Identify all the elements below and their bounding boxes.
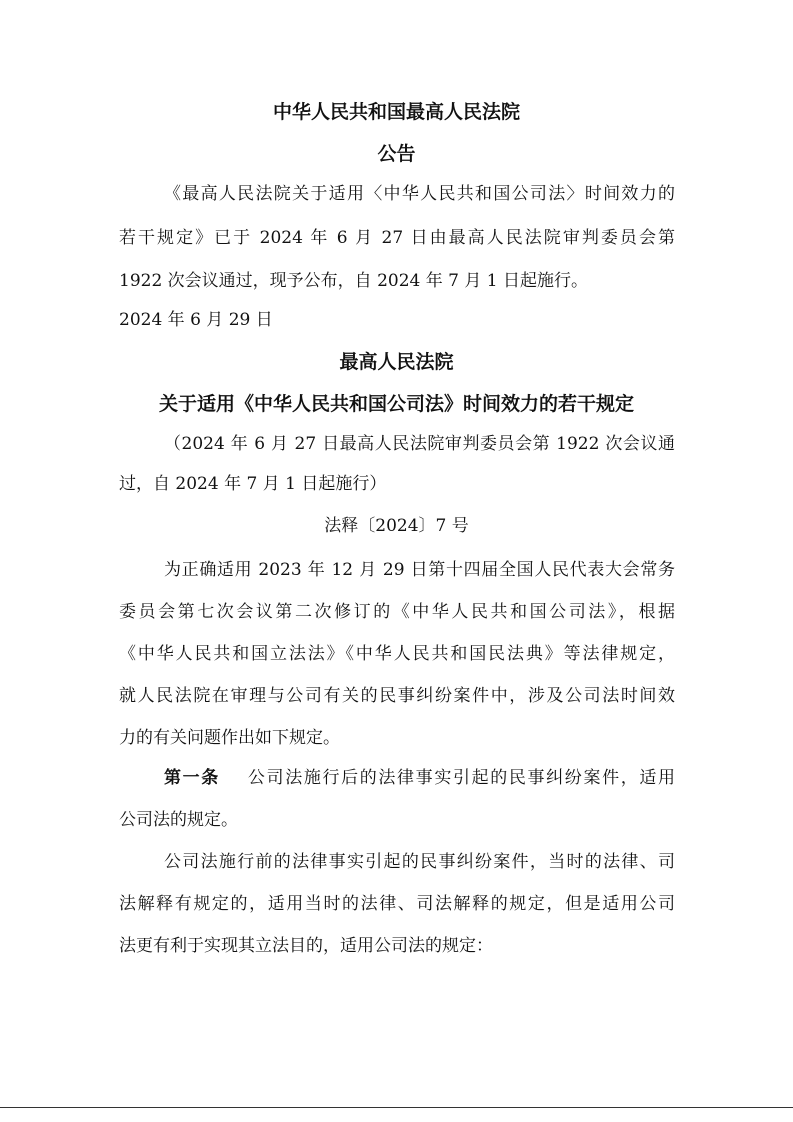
adoption-line: （2024 年 6 月 27 日最高人民法院审判委员会第 1922 次会议通 bbox=[164, 434, 675, 454]
preamble-line: 委员会第七次会议第二次修订的《中华人民共和国公司法》，根据 bbox=[119, 602, 675, 622]
article-1-para2-line: 公司法施行前的法律事实引起的民事纠纷案件，当时的法律、司 bbox=[164, 852, 675, 872]
preamble-line: 就人民法院在审理与公司有关的民事纠纷案件中，涉及公司法时间效 bbox=[119, 686, 675, 706]
notice-body-line: 1922 次会议通过，现予公布，自 2024 年 7 月 1 日起施行。 bbox=[119, 271, 588, 291]
notice-body-line: 若干规定》已于 2024 年 6 月 27 日由最高人民法院审判委员会第 bbox=[119, 228, 675, 248]
article-1-para2-line: 法更有利于实现其立法目的，适用公司法的规定： bbox=[119, 936, 493, 956]
preamble-line: 为正确适用 2023 年 12 月 29 日第十四届全国人民代表大会常务 bbox=[164, 560, 675, 580]
article-1-label: 第一条 bbox=[164, 768, 220, 788]
preamble-line: 力的有关问题作出如下规定。 bbox=[119, 728, 340, 748]
article-1-line bbox=[164, 766, 675, 790]
page-bottom-divider bbox=[0, 1107, 793, 1108]
notice-body-line: 《最高人民法院关于适用〈中华人民共和国公司法〉时间效力的 bbox=[164, 184, 675, 204]
notice-issuer: 中华人民共和国最高人民法院 bbox=[272, 101, 520, 123]
document-number: 法释〔2024〕7 号 bbox=[324, 516, 469, 536]
regulation-title: 关于适用《中华人民共和国公司法》时间效力的若干规定 bbox=[158, 393, 634, 415]
article-1-text: 公司法施行后的法律事实引起的民事纠纷案件，适用 bbox=[247, 768, 676, 788]
regulation-issuer: 最高人民法院 bbox=[339, 351, 454, 373]
article-1-para2-line: 法解释有规定的，适用当时的法律、司法解释的规定，但是适用公司 bbox=[119, 894, 675, 914]
notice-title: 公告 bbox=[377, 143, 416, 165]
article-1-line: 公司法的规定。 bbox=[119, 810, 238, 830]
notice-date: 2024 年 6 月 29 日 bbox=[119, 310, 273, 330]
preamble-line: 《中华人民共和国立法法》《中华人民共和国民法典》等法律规定， bbox=[119, 644, 675, 664]
adoption-line: 过，自 2024 年 7 月 1 日起施行） bbox=[119, 474, 387, 494]
